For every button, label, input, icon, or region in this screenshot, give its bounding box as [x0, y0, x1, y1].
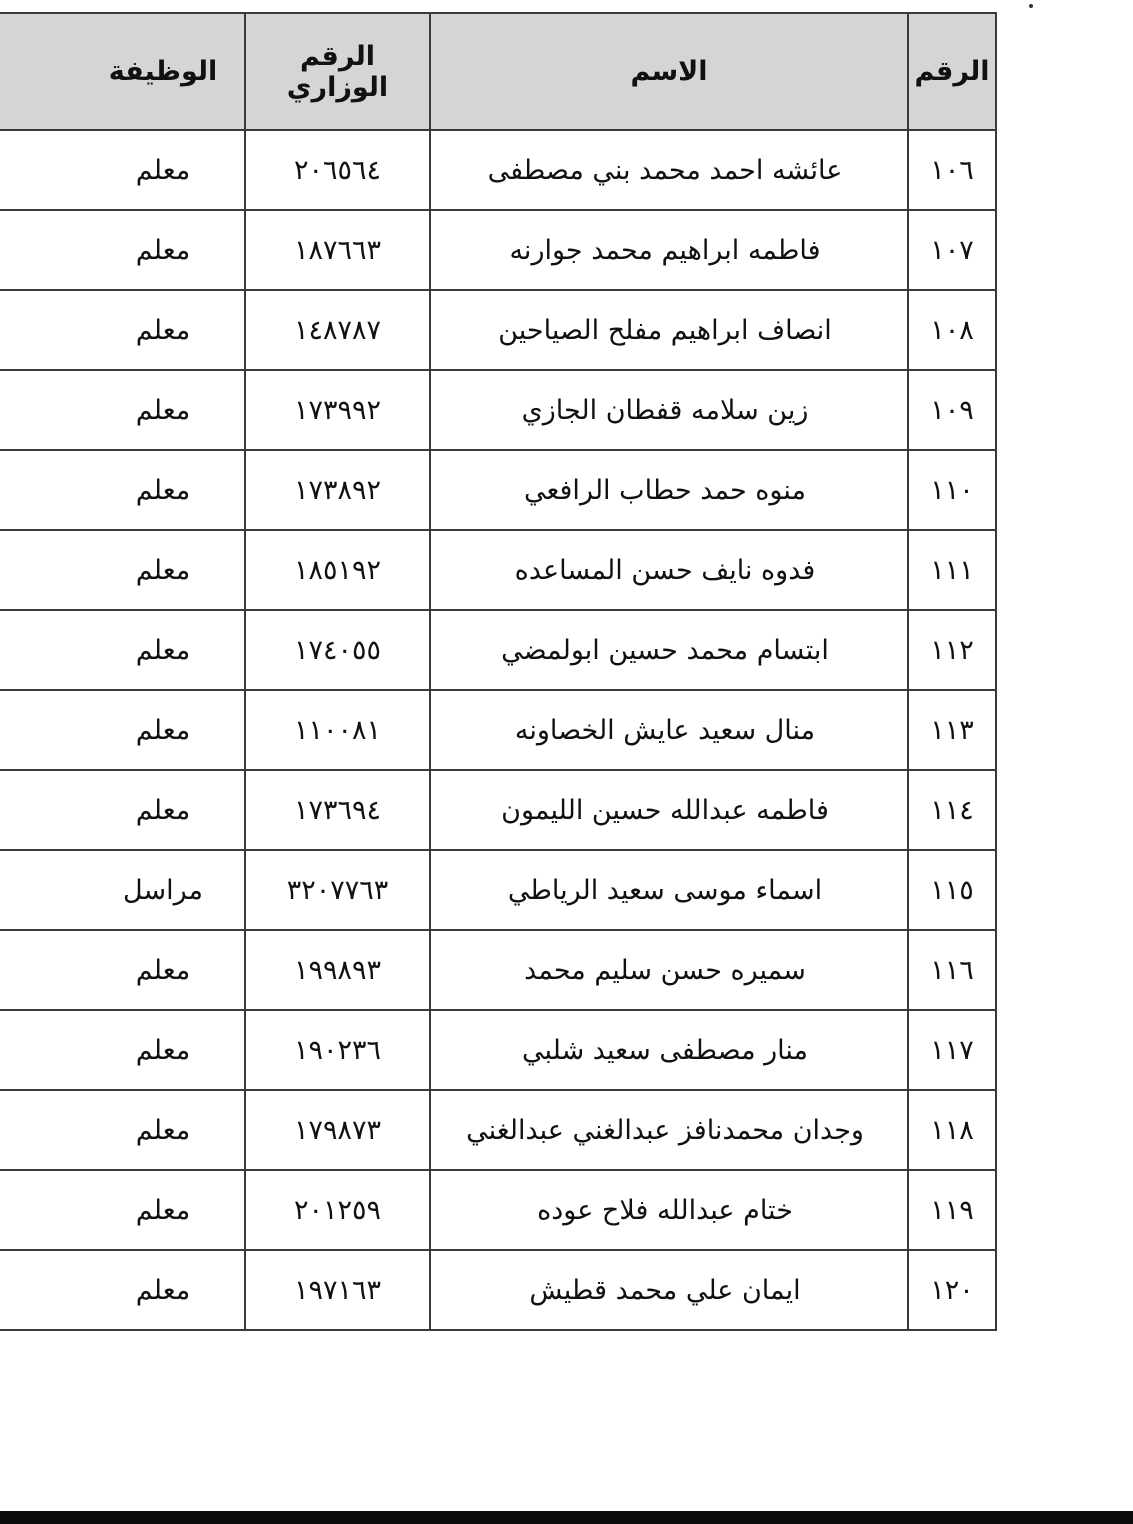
table-row	[0, 130, 996, 210]
row-number-cell: ١٠٩	[908, 370, 996, 450]
row-ministry-id-cell: ١٧٣٨٩٢	[245, 450, 430, 530]
row-ministry-id-cell: ١٩٧١٦٣	[245, 1250, 430, 1330]
row-name-cell: منال سعيد عايش الخصاونه	[430, 690, 908, 770]
row-ministry-id-cell: ١٨٥١٩٢	[245, 530, 430, 610]
row-name-cell: عائشه احمد محمد بني مصطفى	[430, 130, 908, 210]
row-number-cell: ١٢٠	[908, 1250, 996, 1330]
row-number-cell: ١١٦	[908, 930, 996, 1010]
row-job-cell: معلم	[0, 450, 245, 530]
row-name-cell: اسماء موسى سعيد الرياطي	[430, 850, 908, 930]
row-number-cell: ١١١	[908, 530, 996, 610]
row-job-cell: معلم	[0, 1090, 245, 1170]
row-job-cell: معلم	[0, 610, 245, 690]
table-row	[0, 530, 996, 610]
row-number-cell: ١١٩	[908, 1170, 996, 1250]
row-ministry-id-cell: ١٨٧٦٦٣	[245, 210, 430, 290]
row-name-cell: منوه حمد حطاب الرافعي	[430, 450, 908, 530]
table-row	[0, 450, 996, 530]
table-row	[0, 770, 996, 850]
row-number-cell: ١٠٧	[908, 210, 996, 290]
row-ministry-id-cell: ١١٠٠٨١	[245, 690, 430, 770]
row-job-cell: معلم	[0, 770, 245, 850]
row-ministry-id-cell: ١٧٤٠٥٥	[245, 610, 430, 690]
row-name-cell: فاطمه ابراهيم محمد جوارنه	[430, 210, 908, 290]
row-job-cell: معلم	[0, 690, 245, 770]
row-name-cell: سميره حسن سليم محمد	[430, 930, 908, 1010]
row-number-cell: ١١٠	[908, 450, 996, 530]
row-number-cell: ١٠٦	[908, 130, 996, 210]
row-name-cell: ختام عبدالله فلاح عوده	[430, 1170, 908, 1250]
table-row	[0, 850, 996, 930]
header-ministry-id: الرقم الوزاري	[245, 13, 430, 130]
table-row	[0, 290, 996, 370]
row-ministry-id-cell: ٢٠٦٥٦٤	[245, 130, 430, 210]
row-name-cell: انصاف ابراهيم مفلح الصياحين	[430, 290, 908, 370]
table-row	[0, 1010, 996, 1090]
table-row	[0, 210, 996, 290]
table-row	[0, 370, 996, 450]
table-row	[0, 1170, 996, 1250]
row-job-cell: معلم	[0, 290, 245, 370]
row-job-cell: معلم	[0, 930, 245, 1010]
row-job-cell: معلم	[0, 1170, 245, 1250]
row-name-cell: فدوه نايف حسن المساعده	[430, 530, 908, 610]
table-row	[0, 1250, 996, 1330]
row-job-cell: معلم	[0, 370, 245, 450]
row-job-cell: مراسل	[0, 850, 245, 930]
row-ministry-id-cell: ١٧٣٩٩٢	[245, 370, 430, 450]
table-row	[0, 690, 996, 770]
row-job-cell: معلم	[0, 1010, 245, 1090]
row-ministry-id-cell: ٣٢٠٧٧٦٣	[245, 850, 430, 930]
row-name-cell: ايمان علي محمد قطيش	[430, 1250, 908, 1330]
row-number-cell: ١١٢	[908, 610, 996, 690]
row-ministry-id-cell: ١٩٠٢٣٦	[245, 1010, 430, 1090]
row-job-cell: معلم	[0, 530, 245, 610]
employee-roster-table	[0, 12, 997, 1331]
row-job-cell: معلم	[0, 130, 245, 210]
row-job-cell: معلم	[0, 1250, 245, 1330]
scan-speck	[1029, 4, 1033, 8]
row-number-cell: ١١٤	[908, 770, 996, 850]
row-ministry-id-cell: ١٧٩٨٧٣	[245, 1090, 430, 1170]
row-job-cell: معلم	[0, 210, 245, 290]
table-body	[0, 130, 996, 1330]
header-row	[0, 13, 996, 130]
row-number-cell: ١١٧	[908, 1010, 996, 1090]
row-ministry-id-cell: ١٧٣٦٩٤	[245, 770, 430, 850]
row-ministry-id-cell: ٢٠١٢٥٩	[245, 1170, 430, 1250]
row-name-cell: وجدان محمدنافز عبدالغني عبدالغني	[430, 1090, 908, 1170]
row-name-cell: ابتسام محمد حسين ابولمضي	[430, 610, 908, 690]
header-name: الاسم	[430, 13, 908, 130]
row-name-cell: زين سلامه قفطان الجازي	[430, 370, 908, 450]
row-ministry-id-cell: ١٤٨٧٨٧	[245, 290, 430, 370]
header-job: الوظيفة	[0, 13, 245, 130]
row-name-cell: فاطمه عبدالله حسين الليمون	[430, 770, 908, 850]
row-number-cell: ١٠٨	[908, 290, 996, 370]
table-row	[0, 610, 996, 690]
row-number-cell: ١١٥	[908, 850, 996, 930]
header-number: الرقم	[908, 13, 996, 130]
row-number-cell: ١١٨	[908, 1090, 996, 1170]
row-ministry-id-cell: ١٩٩٨٩٣	[245, 930, 430, 1010]
scan-bottom-border	[0, 1511, 1133, 1524]
row-name-cell: منار مصطفى سعيد شلبي	[430, 1010, 908, 1090]
table-header	[0, 13, 996, 130]
table-row	[0, 1090, 996, 1170]
table-row	[0, 930, 996, 1010]
row-number-cell: ١١٣	[908, 690, 996, 770]
